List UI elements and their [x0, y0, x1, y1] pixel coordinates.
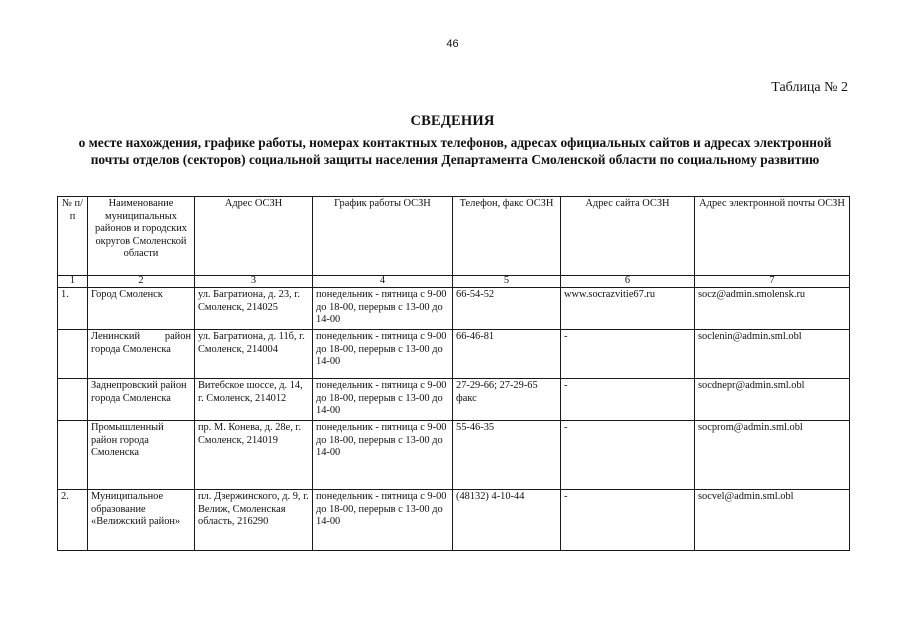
- row-number: [58, 330, 88, 379]
- table-row: [58, 379, 850, 421]
- column-number: 3: [195, 276, 313, 288]
- table-row: [58, 490, 850, 551]
- office-address: пл. Дзержинского, д. 9, г. Велиж, Смоленская область, 216290: [195, 490, 313, 551]
- district-name: Муниципальное образование «Велижский район»: [88, 490, 195, 551]
- district-name-part: города Смоленска: [91, 343, 171, 355]
- work-schedule: понедельник - пятница с 9-00 до 18-00, перерыв с 13-00 до 14-00: [313, 379, 453, 421]
- district-name: Промышленный район города Смоленска: [88, 421, 195, 490]
- column-number: 4: [313, 276, 453, 288]
- page-number: 46: [446, 38, 459, 50]
- column-header-schedule: График работы ОСЗН: [313, 197, 453, 276]
- district-name: Заднепровский район города Смоленска: [88, 379, 195, 421]
- phone-fax: 66-46-81: [453, 330, 561, 379]
- district-name: Город Смоленск: [88, 288, 195, 330]
- contacts-table: [57, 196, 850, 551]
- district-name-part: Ленинский: [91, 331, 141, 342]
- email-address: socz@admin.smolensk.ru: [695, 288, 850, 330]
- email-address: socprom@admin.sml.obl: [695, 421, 850, 490]
- table-row: [58, 288, 850, 330]
- column-number-row: [58, 276, 850, 288]
- website: -: [561, 421, 695, 490]
- email-address: socdnepr@admin.sml.obl: [695, 379, 850, 421]
- table-row: [58, 421, 850, 490]
- row-number: [58, 379, 88, 421]
- row-number: 1.: [58, 288, 88, 330]
- document-title: СВЕДЕНИЯ: [410, 113, 495, 129]
- work-schedule: понедельник - пятница с 9-00 до 18-00, перерыв с 13-00 до 14-00: [313, 490, 453, 551]
- row-number: 2.: [58, 490, 88, 551]
- column-number: 7: [695, 276, 850, 288]
- email-address: soclenin@admin.sml.obl: [695, 330, 850, 379]
- column-header-phone: Телефон, факс ОСЗН: [453, 197, 561, 276]
- phone-fax: 27-29-66; 27-29-65 факс: [453, 379, 561, 421]
- column-header-district: Наименование муниципальных районов и городских округов Смоленской области: [88, 197, 195, 276]
- work-schedule: понедельник - пятница с 9-00 до 18-00, перерыв с 13-00 до 14-00: [313, 421, 453, 490]
- column-number: 5: [453, 276, 561, 288]
- column-header-number: № п/п: [58, 197, 88, 276]
- column-header-address: Адрес ОСЗН: [195, 197, 313, 276]
- office-address: пр. М. Конева, д. 28е, г. Смоленск, 214019: [195, 421, 313, 490]
- column-number: 1: [58, 276, 88, 288]
- work-schedule: понедельник - пятница с 9-00 до 18-00, перерыв с 13-00 до 14-00: [313, 288, 453, 330]
- document-subtitle: о месте нахождения, графике работы, номерах контактных телефонов, адресах официальных сайтов и адресах электронной почты отделов (секторов) социальной защиты населения Департамента Смоленской области по социальному развитию: [78, 135, 832, 167]
- website: www.socrazvitie67.ru: [561, 288, 695, 330]
- website: -: [561, 330, 695, 379]
- office-address: ул. Багратиона, д. 23, г. Смоленск, 214025: [195, 288, 313, 330]
- office-address: Витебское шоссе, д. 14, г. Смоленск, 214012: [195, 379, 313, 421]
- row-number: [58, 421, 88, 490]
- column-header-email: Адрес электронной почты ОСЗН: [695, 197, 850, 276]
- office-address: ул. Багратиона, д. 11б, г. Смоленск, 214004: [195, 330, 313, 379]
- phone-fax: (48132) 4-10-44: [453, 490, 561, 551]
- district-name: [88, 330, 195, 379]
- table-label: Таблица № 2: [771, 80, 848, 95]
- column-header-site: Адрес сайта ОСЗН: [561, 197, 695, 276]
- phone-fax: 66-54-52: [453, 288, 561, 330]
- website: -: [561, 379, 695, 421]
- district-name-part: район: [164, 331, 191, 342]
- website: -: [561, 490, 695, 551]
- email-address: socvel@admin.sml.obl: [695, 490, 850, 551]
- header-row: [58, 197, 850, 276]
- column-number: 6: [561, 276, 695, 288]
- column-number: 2: [88, 276, 195, 288]
- work-schedule: понедельник - пятница с 9-00 до 18-00, перерыв с 13-00 до 14-00: [313, 330, 453, 379]
- table-row: [58, 330, 850, 379]
- phone-fax: 55-46-35: [453, 421, 561, 490]
